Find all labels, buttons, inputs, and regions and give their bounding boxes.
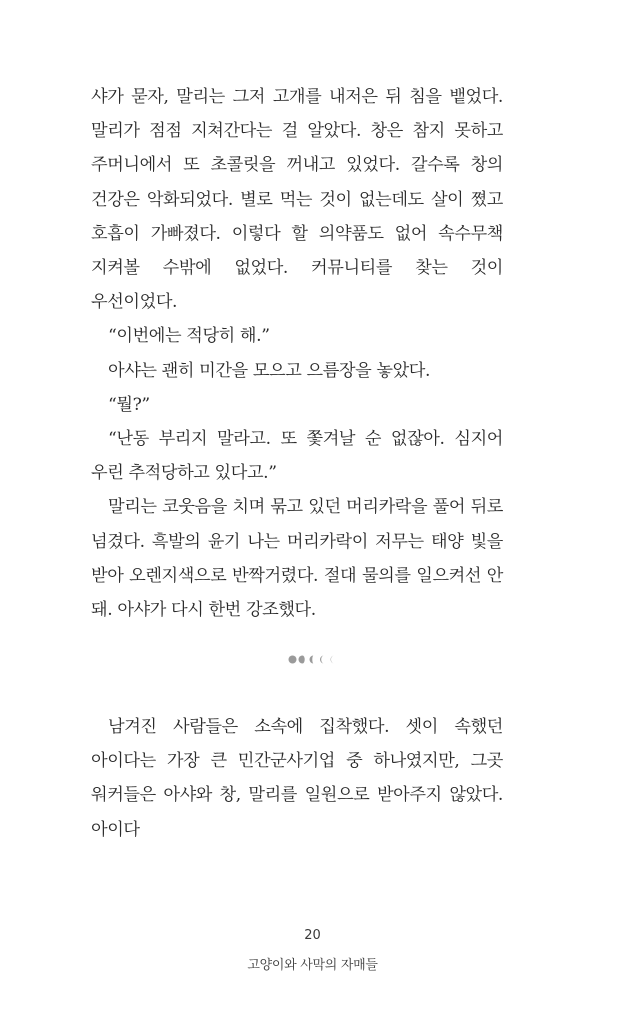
paragraph: 아샤는 괜히 미간을 모으고 으름장을 놓았다. <box>108 360 431 381</box>
waning-crescent-moon-icon <box>318 655 327 664</box>
waning-gibbous-moon-icon <box>298 655 307 664</box>
text-block-before-break <box>91 80 503 627</box>
dialogue-paragraph: “난동 부리지 말라고. 또 쫓겨날 순 없잖아. 심지어 우린 추적당하고 있다고.” <box>91 429 503 484</box>
paragraph: 말리는 코웃음을 치며 묶고 있던 머리카락을 풀어 뒤로 넘겼다. 흑발의 윤기 나는 머리카락이 저무는 태양 빛을 받아 오렌지색으로 반짝거렸다. 절대 물의를 일으켜선 안 돼. 아샤가 다시 한번 강조했다. <box>91 497 503 621</box>
dialogue-paragraph: “뭘?” <box>108 394 150 415</box>
thin-crescent-moon-icon <box>328 655 337 664</box>
paragraph: 남겨진 사람들은 소속에 집착했다. 셋이 속했던 아이다는 가장 큰 민간군사기업 중 하나였지만, 그곳 워커들은 아샤와 창, 말리를 일원으로 받아주지 않았다. 아이다 <box>91 717 503 840</box>
page-number: 20 <box>304 928 321 943</box>
full-moon-icon <box>288 655 297 664</box>
book-title-footer: 고양이와 사막의 자매들 <box>247 958 378 973</box>
dialogue-paragraph: “이번에는 적당히 해.” <box>108 326 270 347</box>
section-break-separator <box>0 655 625 664</box>
text-block-after-break <box>91 710 503 847</box>
paragraph: 샤가 묻자, 말리는 그저 고개를 내저은 뒤 침을 뱉었다. 말리가 점점 지쳐간다는 걸 알았다. 창은 참지 못하고 주머니에서 또 초콜릿을 꺼내고 있었다. 갈수록 창의 건강은 악화되었다. 별로 먹는 것이 없는데도 살이 쪘고 호흡이 가빠졌다. 이렇다 할 의약품도 없어 속수무책 지켜볼 수밖에 없었다. 커뮤니티를 찾는 것이 우선이었다. <box>91 87 503 313</box>
third-quarter-moon-icon <box>308 655 317 664</box>
